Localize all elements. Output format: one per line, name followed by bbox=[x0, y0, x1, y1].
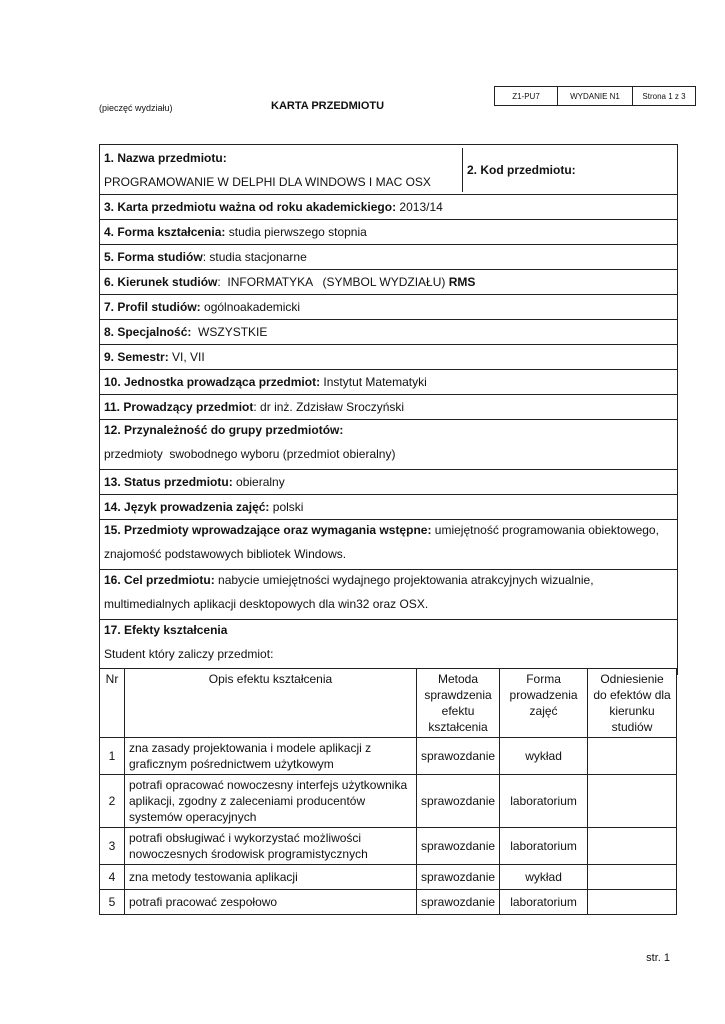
form-edu-label: 4. Forma kształcenia: bbox=[104, 225, 226, 239]
prereq-value-1: umiejętność programowania obiektowego, bbox=[434, 523, 659, 537]
semester-label: 9. Semestr: bbox=[104, 350, 169, 364]
col-opis: Opis efektu kształcenia bbox=[125, 669, 417, 738]
row-prereq bbox=[100, 520, 678, 570]
row-odn bbox=[588, 775, 677, 828]
group-value: przedmioty swobodnego wyboru (przedmiot obieralny) bbox=[104, 447, 396, 461]
valid-value: 2013/14 bbox=[399, 200, 443, 214]
form-edu-value: studia pierwszego stopnia bbox=[228, 225, 367, 239]
row-metoda: sprawozdanie bbox=[417, 890, 500, 915]
row-group bbox=[100, 420, 678, 470]
course-name-label: 1. Nazwa przedmiotu: bbox=[104, 150, 227, 165]
table-row bbox=[100, 890, 677, 915]
row-odn bbox=[588, 865, 677, 890]
row-odn bbox=[588, 828, 677, 865]
col-metoda: Metoda sprawdzenia efektu kształcenia bbox=[417, 669, 500, 738]
row-metoda: sprawozdanie bbox=[417, 775, 500, 828]
course-code-cell bbox=[463, 160, 677, 180]
row-unit bbox=[100, 370, 678, 395]
row-metoda: sprawozdanie bbox=[417, 738, 500, 775]
row-profile bbox=[100, 295, 678, 320]
row-nr: 5 bbox=[100, 890, 125, 915]
profile-label: 7. Profil studiów: bbox=[104, 300, 201, 314]
row-direction bbox=[100, 270, 678, 295]
row-name-code bbox=[100, 145, 678, 195]
row-valid bbox=[100, 195, 678, 220]
col-nr: Nr bbox=[100, 669, 125, 738]
row-goal bbox=[100, 570, 678, 620]
course-code-label: 2. Kod przedmiotu: bbox=[467, 162, 576, 177]
row-metoda: sprawozdanie bbox=[417, 865, 500, 890]
effects-table bbox=[99, 668, 677, 915]
form-study-label: 5. Forma studiów bbox=[104, 250, 203, 264]
row-lang bbox=[100, 495, 678, 520]
unit-label: 10. Jednostka prowadząca przedmiot: bbox=[104, 375, 321, 389]
row-nr: 4 bbox=[100, 865, 125, 890]
effects-label: 17. Efekty kształcenia bbox=[104, 623, 228, 637]
row-spec bbox=[100, 320, 678, 345]
row-form-edu bbox=[100, 220, 678, 245]
row-odn bbox=[588, 890, 677, 915]
doc-page: Strona 1 z 3 bbox=[633, 87, 696, 106]
prereq-value-2: znajomość podstawowych bibliotek Windows. bbox=[104, 547, 347, 561]
row-forma: laboratorium bbox=[500, 828, 588, 865]
row-forma: laboratorium bbox=[500, 775, 588, 828]
table-row bbox=[100, 738, 677, 775]
lecturer-value: : dr inż. Zdzisław Sroczyński bbox=[253, 400, 405, 414]
lecturer-label: 11. Prowadzący przedmiot bbox=[104, 400, 254, 414]
faculty-stamp: (pieczęć wydziału) bbox=[99, 103, 173, 113]
doc-edition: WYDANIE N1 bbox=[558, 87, 633, 106]
row-opis: potrafi opracować nowoczesny interfejs użytkownika aplikacji, zgodny z zaleceniami producentów systemów operacyjnych bbox=[125, 775, 417, 828]
row-opis: zna zasady projektowania i modele aplikacji z graficznym pośrednictwem użytkowym bbox=[125, 738, 417, 775]
row-forma: laboratorium bbox=[500, 890, 588, 915]
status-value: obieralny bbox=[236, 475, 285, 489]
page-number: str. 1 bbox=[646, 952, 670, 964]
col-forma: Forma prowadzenia zajęć bbox=[500, 669, 588, 738]
row-nr: 1 bbox=[100, 738, 125, 775]
course-name-cell bbox=[100, 148, 463, 192]
semester-value: VI, VII bbox=[172, 350, 205, 364]
row-lecturer bbox=[100, 395, 678, 420]
lang-label: 14. Język prowadzenia zajęć: bbox=[104, 500, 270, 514]
table-row bbox=[100, 828, 677, 865]
goal-label: 16. Cel przedmiotu: bbox=[104, 573, 215, 587]
direction-symbol: RMS bbox=[448, 275, 476, 289]
effects-intro: Student który zaliczy przedmiot: bbox=[104, 647, 274, 661]
row-effects bbox=[100, 620, 678, 675]
row-form-study bbox=[100, 245, 678, 270]
profile-value: ogólnoakademicki bbox=[204, 300, 301, 314]
effects-table-header bbox=[100, 669, 677, 738]
row-opis: potrafi pracować zespołowo bbox=[125, 890, 417, 915]
lang-value: polski bbox=[272, 500, 304, 514]
direction-value: : INFORMATYKA (SYMBOL WYDZIAŁU) bbox=[217, 275, 449, 289]
row-opis: zna metody testowania aplikacji bbox=[125, 865, 417, 890]
row-status bbox=[100, 470, 678, 495]
goal-value-1: nabycie umiejętności wydajnego projektowania atrakcyjnych wizualnie, bbox=[218, 573, 594, 587]
doc-code: Z1-PU7 bbox=[495, 87, 558, 106]
unit-value: Instytut Matematyki bbox=[323, 375, 427, 389]
row-metoda: sprawozdanie bbox=[417, 828, 500, 865]
table-row bbox=[100, 865, 677, 890]
row-odn bbox=[588, 738, 677, 775]
page-title: KARTA PRZEDMIOTU bbox=[271, 100, 385, 112]
direction-label: 6. Kierunek studiów bbox=[104, 275, 218, 289]
row-opis: potrafi obsługiwać i wykorzystać możliwości nowoczesnych środowisk programistycznych bbox=[125, 828, 417, 865]
form-study-value: : studia stacjonarne bbox=[202, 250, 307, 264]
row-nr: 3 bbox=[100, 828, 125, 865]
prereq-label: 15. Przedmioty wprowadzające oraz wymagania wstępne: bbox=[104, 523, 432, 537]
row-semester bbox=[100, 345, 678, 370]
status-label: 13. Status przedmiotu: bbox=[104, 475, 233, 489]
row-forma: wykład bbox=[500, 738, 588, 775]
row-nr: 2 bbox=[100, 775, 125, 828]
group-label: 12. Przynależność do grupy przedmiotów: bbox=[104, 423, 344, 437]
row-forma: wykład bbox=[500, 865, 588, 890]
course-name-value: PROGRAMOWANIE W DELPHI DLA WINDOWS I MAC OSX bbox=[104, 174, 431, 189]
spec-value: WSZYSTKIE bbox=[198, 325, 268, 339]
col-odniesienie: Odniesienie do efektów dla kierunku studiów bbox=[588, 669, 677, 738]
table-row bbox=[100, 775, 677, 828]
valid-label: 3. Karta przedmiotu ważna od roku akademickiego: bbox=[104, 200, 397, 214]
goal-value-2: multimedialnych aplikacji desktopowych dla win32 oraz OSX. bbox=[104, 597, 429, 611]
document-header-box bbox=[494, 86, 696, 106]
spec-label: 8. Specjalność: bbox=[104, 325, 192, 339]
course-card bbox=[99, 144, 678, 675]
